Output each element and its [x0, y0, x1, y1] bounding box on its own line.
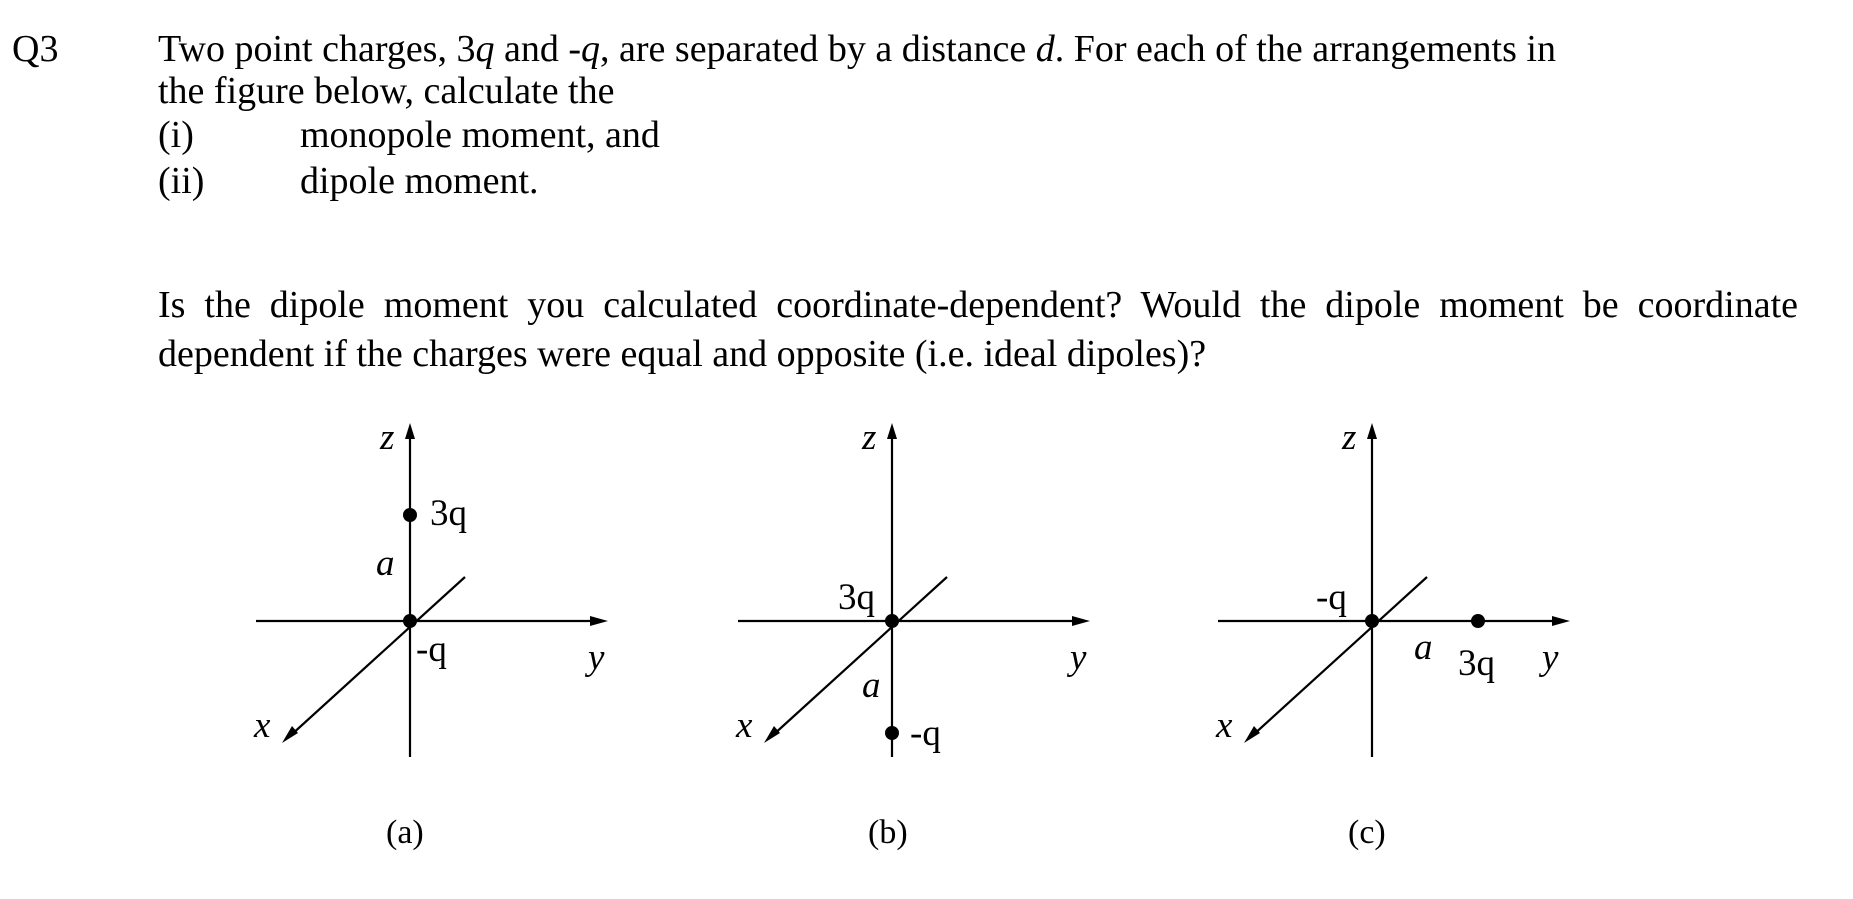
charge-minus-q-label: -q: [910, 713, 941, 754]
x-axis-arrowhead: [764, 726, 780, 743]
sub-item-text: dipole moment.: [300, 160, 539, 202]
x-axis-arrowhead: [282, 726, 298, 743]
question-intro-line-2: the figure below, calculate the: [158, 70, 615, 112]
y-axis-arrowhead: [1552, 616, 1570, 626]
diagram-a: [240, 415, 640, 885]
charge-3q-label: 3q: [1458, 643, 1495, 684]
sub-item-text: monopole moment, and: [300, 114, 660, 156]
z-axis-label: z: [1342, 417, 1357, 458]
paragraph-2-line-1: Is the dipole moment you calculated coordinate-dependent? Would the dipole moment be: [158, 284, 1619, 326]
intro-text-part: and -: [494, 28, 582, 70]
charge-minus-q: [403, 614, 417, 628]
charge-3q-label: 3q: [838, 577, 875, 618]
question-paragraph-2: [158, 281, 1798, 379]
distance-label: a: [1414, 627, 1433, 668]
x-axis-label: x: [736, 705, 753, 746]
z-axis-label: z: [380, 417, 395, 458]
z-axis-arrowhead: [405, 423, 415, 439]
x-axis-label: x: [254, 705, 271, 746]
y-axis-label: y: [1070, 637, 1087, 678]
charge-3q-label: 3q: [430, 493, 467, 534]
sub-item-i: [158, 112, 1798, 158]
distance-label: a: [862, 665, 881, 706]
figure-caption: (a): [386, 814, 424, 851]
intro-text-part: , are separated by a distance: [600, 28, 1036, 70]
charge-minus-q: [885, 726, 899, 740]
charge-3q: [885, 614, 899, 628]
z-axis-label: z: [862, 417, 877, 458]
intro-italic-q: q: [581, 28, 601, 70]
y-axis-label: y: [1542, 637, 1559, 678]
sub-item-ii: [158, 158, 1798, 204]
charge-minus-q-label: -q: [1316, 577, 1347, 618]
figure-row: [0, 415, 1853, 885]
sub-item-number: (i): [158, 114, 194, 156]
sub-item-number: (ii): [158, 160, 205, 202]
charge-minus-q-label: -q: [416, 629, 447, 670]
y-axis-arrowhead: [1072, 616, 1090, 626]
y-axis-arrowhead: [590, 616, 608, 626]
intro-italic-d: d: [1035, 28, 1055, 70]
intro-italic-q: q: [475, 28, 495, 70]
question-text: [158, 28, 1798, 204]
charge-3q: [1471, 614, 1485, 628]
figure-caption: (c): [1348, 814, 1386, 851]
intro-text-part: Two point charges, 3: [158, 28, 476, 70]
z-axis-arrowhead: [887, 423, 897, 439]
distance-label: a: [376, 543, 395, 584]
question-intro-line-1: [158, 28, 1798, 70]
charge-minus-q: [1365, 614, 1379, 628]
paragraph-2-line-2: coordinate dependent if the charges were equal and opposite (i.e. ideal dipoles)?: [158, 284, 1798, 375]
x-axis-label: x: [1216, 705, 1233, 746]
x-axis-arrowhead: [1244, 726, 1260, 743]
charge-3q: [403, 508, 417, 522]
z-axis-arrowhead: [1367, 423, 1377, 439]
diagram-b: [722, 415, 1122, 885]
y-axis-label: y: [588, 637, 605, 678]
question-number: Q3: [12, 28, 59, 70]
diagram-c: [1202, 415, 1602, 885]
figure-caption: (b): [868, 814, 908, 851]
intro-text-part: . For each of the arrangements in: [1054, 28, 1556, 70]
